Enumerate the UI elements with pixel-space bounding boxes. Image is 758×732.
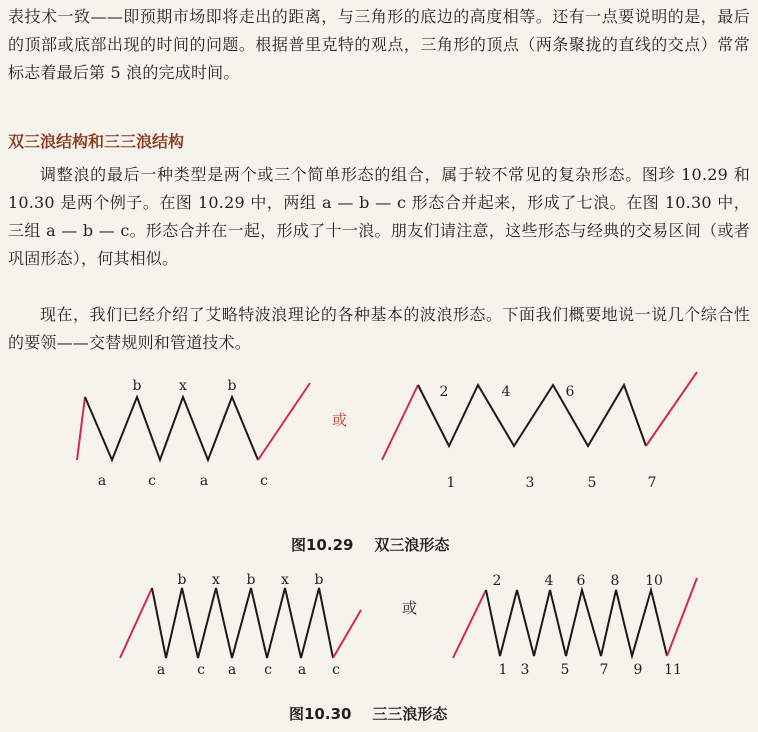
figure-caption-10-29: 图10.29 双三浪形态: [291, 536, 450, 554]
wave-label: 9: [633, 662, 643, 678]
wave-label: a: [156, 662, 166, 678]
wave-label: c: [197, 662, 205, 678]
wave-label: x: [281, 572, 289, 588]
wave-label: c: [148, 473, 156, 489]
wave-label: 8: [610, 573, 620, 589]
wave-label: 10: [645, 573, 663, 589]
section-heading: 双三浪结构和三三浪结构: [8, 132, 185, 151]
wave-label: a: [97, 473, 107, 489]
figure-10-30-right-wave: [453, 573, 697, 678]
wave-label: c: [260, 473, 268, 489]
wave-label: 4: [544, 573, 554, 589]
wave-label: 3: [525, 475, 535, 491]
figure-10-30-left-wave: [120, 572, 361, 678]
wave-label: 1: [498, 662, 508, 678]
wave-label: a: [297, 662, 307, 678]
paragraph-combination: 调整浪的最后一种类型是两个或三个简单形态的组合，属于较不常见的复杂形态。图珍 10.29 和 10.30 是两个例子。在图 10.29 中，两组 a — b — c 形态合并起来，形成了七浪。在图 10.30 中，三组 a — b — c。形态合并在一起，形成了十一浪。朋友们请注意，这些形态与经典的交易区间（或者巩固形态），何其相似。: [8, 165, 750, 268]
wave-label: 3: [520, 662, 530, 678]
paragraph-intro: 表技术一致——即预期市场即将走出的距离，与三角形的底边的高度相等。还有一点要说明的是，最后的顶部或底部出现的时间的问题。根据普里克特的观点，三角形的顶点（两条聚拢的直线的交点）常常标志着最后第 5 浪的完成时间。: [8, 7, 750, 82]
wave-label: 1: [446, 475, 456, 491]
wave-label: a: [227, 662, 237, 678]
or-label-fig30: 或: [402, 599, 418, 617]
wave-label: 6: [565, 384, 575, 400]
figure-10-29-right-wave: [382, 372, 697, 491]
wave-label: 7: [599, 662, 609, 678]
wave-label: x: [212, 572, 220, 588]
wave-label: c: [264, 662, 272, 678]
wave-label: 6: [576, 573, 586, 589]
wave-label: 4: [501, 384, 511, 400]
wave-label: b: [132, 378, 142, 394]
paragraph-summary: 现在，我们已经介绍了艾略特波浪理论的各种基本的波浪形态。下面我们概要地说一说几个综合性的要领——交替规则和管道技术。: [8, 305, 750, 352]
wave-label: 2: [439, 384, 449, 400]
wave-label: a: [199, 473, 209, 489]
wave-label: b: [246, 572, 256, 588]
wave-label: b: [227, 378, 237, 394]
wave-label: x: [179, 378, 187, 394]
wave-label: b: [314, 572, 324, 588]
wave-label: c: [332, 662, 340, 678]
wave-label: 11: [664, 662, 682, 678]
wave-label: b: [177, 572, 187, 588]
figure-10-29-left-wave: [77, 378, 310, 489]
wave-label: 2: [492, 573, 502, 589]
wave-label: 5: [587, 475, 597, 491]
figure-caption-10-30: 图10.30 三三浪形态: [289, 705, 448, 723]
wave-label: 5: [560, 662, 570, 678]
or-label-fig29: 或: [332, 411, 348, 429]
wave-label: 7: [647, 475, 657, 491]
